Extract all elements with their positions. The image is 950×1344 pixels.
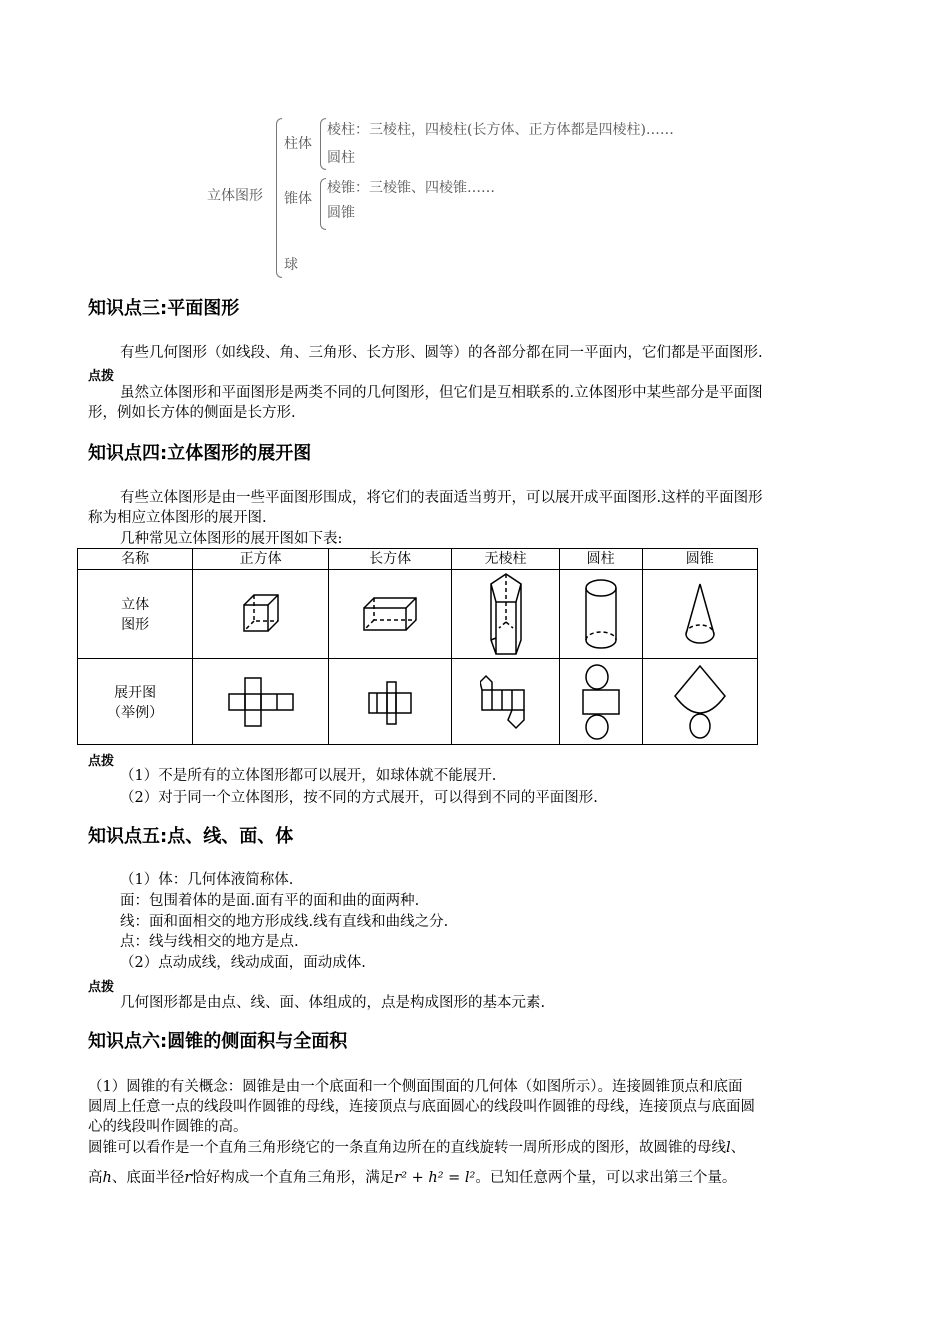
brace bbox=[320, 178, 326, 230]
header-cell: 名称 bbox=[78, 549, 193, 570]
tree-cone-a: 棱锥：三棱锥、四棱锥…… bbox=[327, 180, 495, 196]
tree-prism-a: 棱柱：三棱柱，四棱柱(长方体、正方体都是四棱柱)…… bbox=[327, 122, 674, 138]
paragraph: 点：线与线相交的地方是点. bbox=[120, 934, 299, 950]
paragraph: 虽然立体图形和平面图形是两类不同的几何图形，但它们是互相联系的.立体图形中某些部分是平面图 bbox=[120, 385, 763, 401]
cube-net-icon bbox=[193, 659, 329, 745]
paragraph: （2）对于同一个立体图形，按不同的方式展开，可以得到不同的平面图形. bbox=[120, 790, 598, 806]
paragraph: 形，例如长方体的侧面是长方形. bbox=[88, 405, 296, 421]
paragraph: 有些几何图形（如线段、角、三角形、长方形、圆等）的各部分都在同一平面内，它们都是平面图形. bbox=[120, 345, 763, 361]
paragraph: （1）不是所有的立体图形都可以展开，如球体就不能展开. bbox=[120, 768, 497, 784]
tip-label: 点拨 bbox=[88, 980, 115, 995]
section-title: 知识点六:圆锥的侧面积与全面积 bbox=[88, 1031, 348, 1052]
tip-label: 点拨 bbox=[88, 754, 115, 769]
tree-prism-b: 圆柱 bbox=[327, 150, 355, 166]
paragraph: （1）体：几何体液简称体. bbox=[120, 872, 294, 888]
tree-cone: 锥体 bbox=[284, 191, 312, 207]
cuboid-net-icon bbox=[328, 659, 451, 745]
brace bbox=[276, 118, 282, 278]
row-label: 展开图 （举例） bbox=[78, 659, 193, 745]
prism-net-icon bbox=[452, 659, 559, 745]
formula: r² + h² = l² bbox=[394, 1170, 476, 1186]
tip-label: 点拨 bbox=[88, 369, 115, 384]
paragraph: （2）点动成线，线动成面，面动成体. bbox=[120, 955, 366, 971]
header-cell: 圆柱 bbox=[559, 549, 642, 570]
header-cell: 长方体 bbox=[328, 549, 451, 570]
cuboid-icon bbox=[328, 570, 451, 659]
paragraph: 几何图形都是由点、线、面、体组成的，点是构成图形的基本元素. bbox=[120, 995, 546, 1011]
tree-sphere: 球 bbox=[284, 257, 298, 273]
paragraph: 心的线段叫作圆锥的高。 bbox=[88, 1119, 248, 1135]
header-cell: 圆锥 bbox=[642, 549, 757, 570]
brace bbox=[320, 118, 326, 170]
cube-icon bbox=[193, 570, 329, 659]
row-label: 立体 图形 bbox=[78, 570, 193, 659]
cone-icon bbox=[642, 570, 757, 659]
cylinder-icon bbox=[559, 570, 642, 659]
cylinder-net-icon bbox=[559, 659, 642, 745]
paragraph: 称为相应立体图形的展开图. bbox=[88, 510, 267, 526]
header-cell: 正方体 bbox=[193, 549, 329, 570]
paragraph: 有些立体图形是由一些平面图形围成，将它们的表面适当剪开，可以展开成平面图形.这样的平面图形 bbox=[120, 490, 763, 506]
paragraph: 圆周上任意一点的线段叫作圆锥的母线，连接顶点与底面圆心的线段叫作圆锥的母线，连接顶点与底面圆 bbox=[88, 1099, 755, 1115]
cone-net-icon bbox=[642, 659, 757, 745]
nets-table bbox=[77, 548, 758, 745]
section-title: 知识点五:点、线、面、体 bbox=[88, 826, 294, 847]
section-title: 知识点三:平面图形 bbox=[88, 298, 240, 319]
paragraph: 圆锥可以看作是一个直角三角形绕它的一条直角边所在的直线旋转一周所形成的图形，故圆锥的母线l、 bbox=[88, 1140, 746, 1156]
header-cell: 无棱柱 bbox=[452, 549, 559, 570]
paragraph: 线：面和面相交的地方形成线.线有直线和曲线之分. bbox=[120, 914, 449, 930]
prism-icon bbox=[452, 570, 559, 659]
paragraph: 面：包围着体的是面.面有平的面和曲的面两种. bbox=[120, 893, 420, 909]
paragraph: 高h、底面半径r恰好构成一个直角三角形，满足r² + h² = l²。已知任意两个量，可以求出第三个量。 bbox=[88, 1170, 737, 1186]
tree-cone-b: 圆锥 bbox=[327, 205, 355, 221]
paragraph: 几种常见立体图形的展开图如下表: bbox=[120, 531, 343, 547]
tree-prism: 柱体 bbox=[284, 136, 312, 152]
section-title: 知识点四:立体图形的展开图 bbox=[88, 443, 312, 464]
tree-root: 立体图形 bbox=[207, 188, 263, 204]
paragraph: （1）圆锥的有关概念：圆锥是由一个底面和一个侧面围面的几何体（如图所示）。连接圆锥顶点和底面 bbox=[88, 1079, 743, 1095]
